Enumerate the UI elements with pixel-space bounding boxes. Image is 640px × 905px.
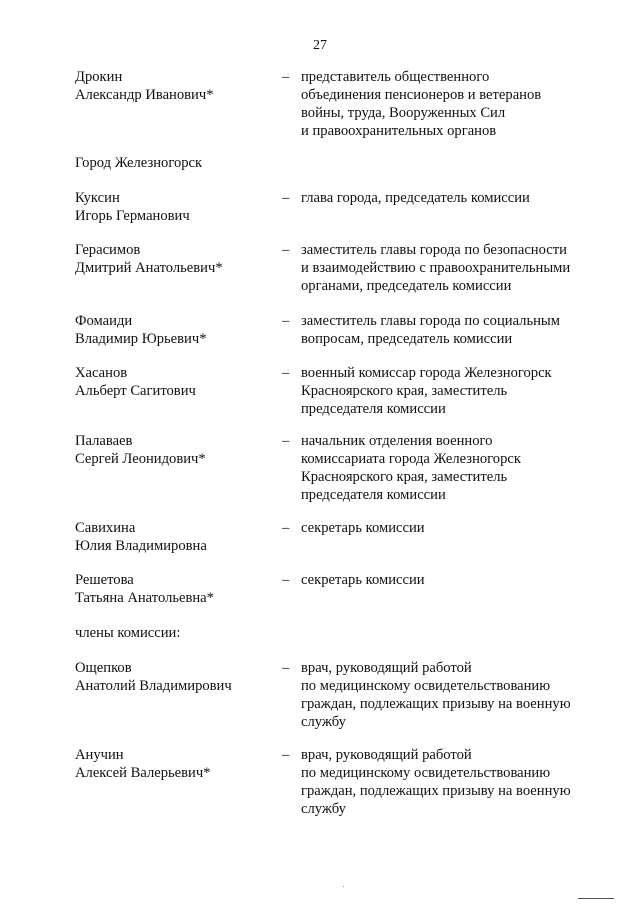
dash-separator: – <box>282 747 290 763</box>
person-given-names: Татьяна Анатольевна* <box>75 590 214 606</box>
person-role <box>301 571 601 589</box>
role-line: объединения пенсионеров и ветеранов <box>301 87 542 103</box>
dash-separator: – <box>282 313 290 329</box>
dash-separator: – <box>282 572 290 588</box>
person-name <box>75 571 275 607</box>
person-role <box>301 312 601 348</box>
role-line: заместитель главы города по социальным <box>301 313 560 329</box>
person-given-names: Анатолий Владимирович <box>75 678 232 694</box>
role-line: вопросам, председатель комиссии <box>301 331 513 347</box>
person-given-names: Алексей Валерьевич* <box>75 765 211 781</box>
person-surname: Анучин <box>75 747 124 763</box>
person-name <box>75 189 275 225</box>
role-line: по медицинскому освидетельствованию <box>301 765 551 781</box>
role-line: заместитель главы города по безопасности <box>301 242 567 258</box>
role-line: комиссариата города Железногорск <box>301 451 521 467</box>
dash-separator: – <box>282 69 290 85</box>
person-role <box>301 189 601 207</box>
role-line: службу <box>301 801 346 817</box>
role-line: врач, руководящий работой <box>301 660 472 676</box>
person-role <box>301 746 601 818</box>
footer-rule <box>578 898 614 899</box>
role-line: Красноярского края, заместитель <box>301 383 508 399</box>
person-given-names: Сергей Леонидович* <box>75 451 206 467</box>
role-line: начальник отделения военного <box>301 433 493 449</box>
person-surname: Ощепков <box>75 660 132 676</box>
person-name <box>75 364 275 400</box>
scan-speck <box>343 886 344 887</box>
dash-separator: – <box>282 520 290 536</box>
role-line: по медицинскому освидетельствованию <box>301 678 551 694</box>
role-line: председателя комиссии <box>301 401 446 417</box>
role-line: и правоохранительных органов <box>301 123 497 139</box>
person-name <box>75 68 275 104</box>
role-line: и взаимодействию с правоохранительными <box>301 260 571 276</box>
role-line: представитель общественного <box>301 69 490 85</box>
person-name <box>75 312 275 348</box>
person-name <box>75 432 275 468</box>
role-line: граждан, подлежащих призыву на военную <box>301 783 571 799</box>
dash-separator: – <box>282 433 290 449</box>
person-given-names: Юлия Владимировна <box>75 538 207 554</box>
dash-separator: – <box>282 190 290 206</box>
person-name <box>75 659 275 695</box>
role-line: военный комиссар города Железногорск <box>301 365 552 381</box>
section-heading-members: члены комиссии: <box>75 625 181 641</box>
person-given-names: Владимир Юрьевич* <box>75 331 207 347</box>
dash-separator: – <box>282 365 290 381</box>
role-line: секретарь комиссии <box>301 520 425 536</box>
dash-separator: – <box>282 242 290 258</box>
person-given-names: Игорь Германович <box>75 208 190 224</box>
person-surname: Хасанов <box>75 365 128 381</box>
person-name <box>75 241 275 277</box>
section-heading-city: Город Железногорск <box>75 155 203 171</box>
person-name <box>75 746 275 782</box>
role-line: граждан, подлежащих призыву на военную <box>301 696 571 712</box>
person-surname: Палаваев <box>75 433 133 449</box>
role-line: органами, председатель комиссии <box>301 278 512 294</box>
role-line: войны, труда, Вооруженных Сил <box>301 105 506 121</box>
person-role <box>301 241 601 295</box>
person-surname: Савихина <box>75 520 136 536</box>
role-line: службу <box>301 714 346 730</box>
person-surname: Дрокин <box>75 69 123 85</box>
role-line: врач, руководящий работой <box>301 747 472 763</box>
person-surname: Куксин <box>75 190 120 206</box>
page-number: 27 <box>313 38 327 53</box>
dash-separator: – <box>282 660 290 676</box>
role-line: секретарь комиссии <box>301 572 425 588</box>
role-line: глава города, председатель комиссии <box>301 190 530 206</box>
person-surname: Фомаиди <box>75 313 133 329</box>
person-role <box>301 519 601 537</box>
person-role <box>301 364 601 418</box>
person-given-names: Александр Иванович* <box>75 87 214 103</box>
person-given-names: Дмитрий Анатольевич* <box>75 260 223 276</box>
person-surname: Решетова <box>75 572 134 588</box>
person-role <box>301 659 601 731</box>
role-line: Красноярского края, заместитель <box>301 469 508 485</box>
person-surname: Герасимов <box>75 242 141 258</box>
role-line: председателя комиссии <box>301 487 446 503</box>
person-name <box>75 519 275 555</box>
person-role <box>301 432 601 504</box>
person-role <box>301 68 601 140</box>
person-given-names: Альберт Сагитович <box>75 383 196 399</box>
